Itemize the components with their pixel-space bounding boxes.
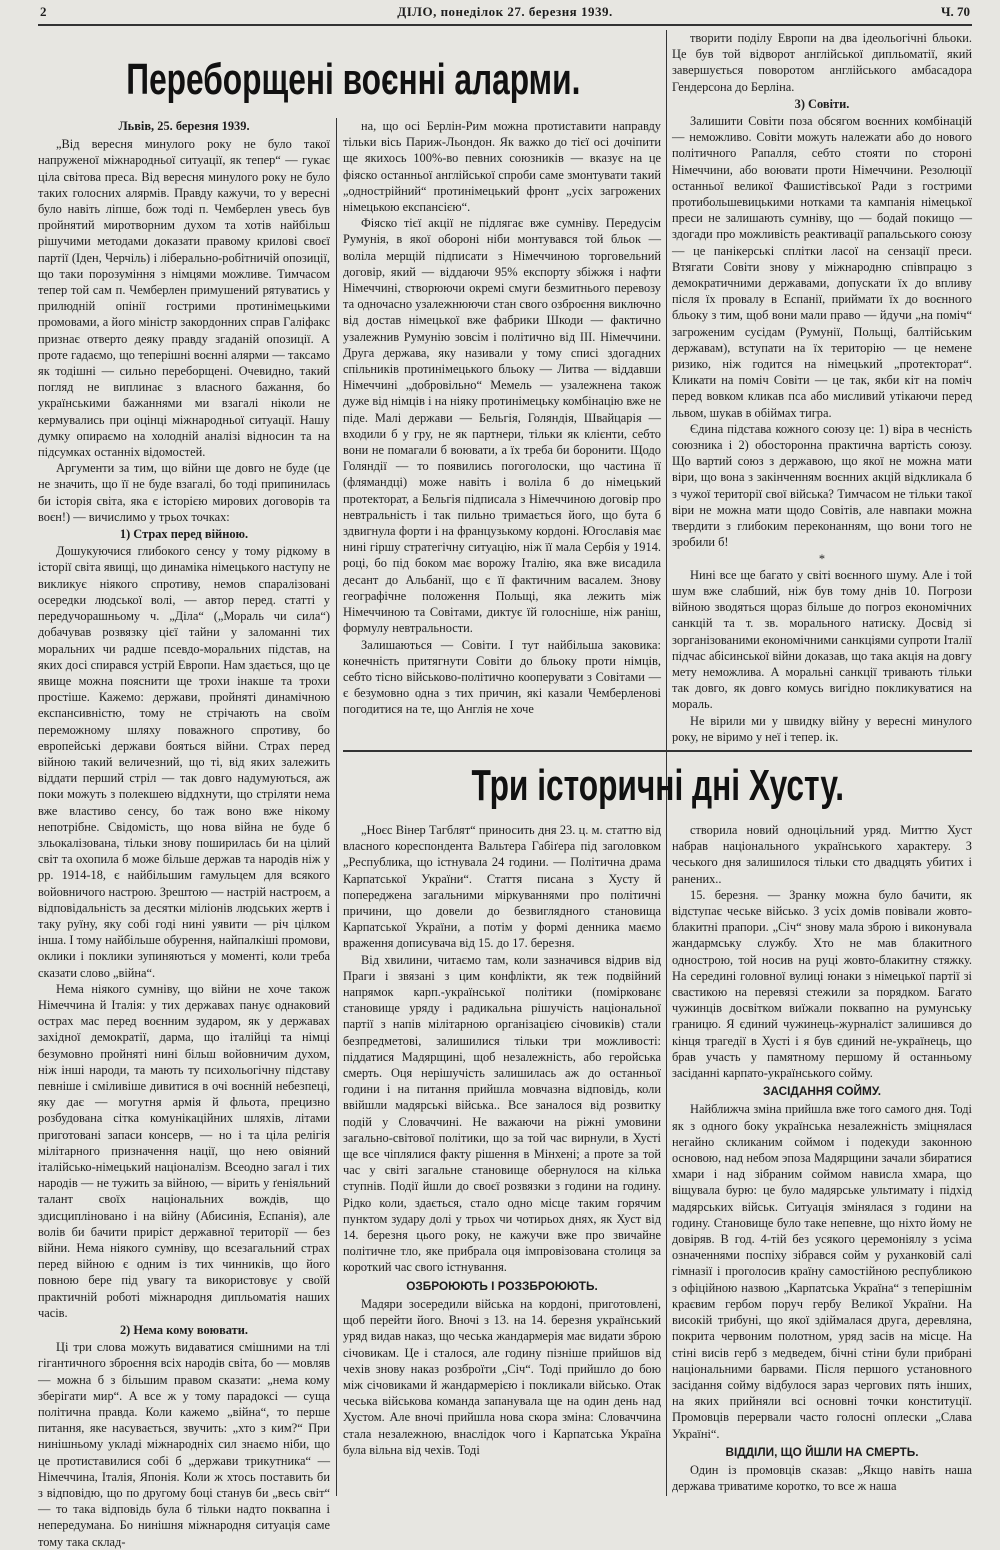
subheading: 2) Нема кому воювати. (119, 1323, 249, 1338)
paragraph: Ці три слова можуть видаватися смішними на тлі гігантичного зброєння всіх народів світа, бо — мовляв — можна б з більшим правом сказати: „нема кому зберігати мир“. А все ж у тому парадоксі — суща політична правда. Коли кажемо „війна“, то перше питання, яке насувається, звучить: „хто з ким?“ При нинішньому укладі міжнародніх сил знаємо ніби, що це протиставилися собі б „держави трикутника“ — Німеччина, Італія, Японія. Коли ж хтось поставить би з відповідю, що по другому боці станув би „весь світ“ — то така відповідь була б тільки надто поквапна і непередумана. Бо нинішня міжнародня ситуація саме тому така склад- (38, 1340, 330, 1549)
paragraph: Залишаються — Совіти. І тут найбільша заковика: конечність притягнути Совіти до бльоку проти німців, себто тісно військово-політично кооперувати з Совітами — є безумовно одна з тих причин, які казали Чемберленові погодитися на те, що Англія не хоче (343, 637, 661, 717)
article2-title-text: Три історичні дні Хусту. (471, 761, 844, 810)
paragraph: Нема ніякого сумніву, що війни не хоче також Німеччина й Італія: у тих державах панує однаковий острах мас перед воєнним зударом, як у державах західної демократії, дарма, що італійці та німці безумовно пройняті нині більш войовничим духом, ніж інші народи, та мають ту психольогічну підставу певніше і сміливіше дивитися в очі воєнній небезпеці, яку дає — могутня армія й фльота, прецизно розбудована сітка комунікаційних шляхів, літами приготовані запаси консерв, — но і та ціла релігія мілітарного призначення нації, що нею овіяний італійсько-німецький націоналізм. Всеодно загал і тих народів — не тужить за війною, — вірить у ґеніяльний талант своїх національних вождів, що здисципліновано і на війну (Абисинія, Еспанія), але волів би бачити приріст державної території — без війни. Нема ніякого сумніву, що всезагальний страх перед війною є одним із тих чинників, що його повною бере під увагу та використовує у своїй практичній роботі міжнародня дипльоматія наших часів. (38, 981, 330, 1320)
article1-title-text: Переборщені воєнні аларми. (126, 55, 581, 104)
dateline: Львів, 25. березня 1939. (118, 119, 250, 133)
paragraph: 15. березня. — Зранку можна було бачити, як відступає чеське військо. З усіх домів повівали жовто-блакитні прапори. „Січ“ знову мала зброю і виконувала жандармську службу. Хто не мав блакитного однострою, той носив на руці жовто-блакитну стяжку. На середині головної вулиці юнаки з німецької партії зі свастикою на перевязі стежили за порядком. Багато чужинців досвітком виїжали поквапно на румунську границю. Я єдиний чужинець-журналіст залишився до кінця трагедії в Хусті і я був єдиний не-українець, що брав участь у памятному першому й останньому засіданні карпато-українського сойму. (672, 887, 972, 1081)
paragraph: Від хвилини, читаємо там, коли зазначився відрив від Праги і звязані з цим конфлікти, як теж подвійний напрямок карп.-української політики (поміркованє становище уряду і радикальна рішучість національної партії з напів мілітарною організацією січовиків) стали безпредметові, залишилися тільки три можливості: піддатися Мадярщині, щоб незалежність, або геройська смерть. Оця нерішучість залишилась аж до останньої години і на питання прийшла мовчазна відповідь, коли ввійшли мадярські війська.. Все заналося від розвитку подій у Словаччині. Не важаючи на ріжні умовини загально-світової політики, що за той час вирнули, в Хусті ще все чіплялися факту рішення в Мінхені; а проте за той час у світі загальне становище обернулося на кілька ступнів. Події йшли до своєї розвязки з години на годину. Рідко коли, здається, стало одно місце таким горячим пунктом зудару долі у трьох чи чотирьох днях, як Хуст від 14. березня цього року, не кажучи вже про звичайне політичне тло, яке прибрала оця імпровізована столиця за короткий час свого істнування. (343, 952, 661, 1275)
paragraph: Дошукуючися глибокого сенсу у тому рідкому в історії світа явищі, що динаміка німецького наступу не викликує ніякого спротиву, немов спаралізовані осередки людської волі, — автор перед. статті у передучорашньому ч. „Діла“ („Мораль чи сила“) добачував розвязку цієї тайни у заломанні тих моральних чи радше псевдо-моральних підстав, на яких досі спирався устрій Европи. Нам здається, що це явище можна пояснити ще трохи інакше та трохи простіше. Кажемо: держави, пройняті динамічною експансивністю, тому не стрічають на своїм переможному шляху поважного спротиву, бо европейські держави бояться війни. Страх перед війною такий величезний, що ті, від яких залежить віддати перший стріл — так довго надумуються, аж поки можуть з полекшею віддхнути, що стріляти нема вже властиво сенсу, бо таж воно вже нікому непотрібне. Свідомість, що нова війна не буде б зльокалізована, тільки знову поширилась би на цілий світ та охопила б може більше держав та народів ніж у рр. 1914-18, є найбільшим гамульцем для всякого войовничого настрою. Зрештою — настрій настроєм, а відповідальність за десятки міліонів людських жертв і таку руїну, яку собі годі нині уявити — річ цілком інша. І тому найбільше обурення, найпалкіші промови, оклики і поклики зупиняються у моменті, коли треба сказати слово „війна“. (38, 544, 330, 980)
article1-column-middle (343, 118, 661, 748)
paragraph: Єдина підстава кожного союзу це: 1) віра в чесність союзника і 2) обосторонна практична вартість союзу. Що вартий союз з державою, що якої не можна мати віри, що вона з закінченням воєнних акцій відкликала б з чужої території свої війська? Тимчасом не тільки такої віри не можна мати щодо Совітів, але навпаки можна твердити з глибоким переконанням, що вони того не зробили б! (672, 421, 972, 550)
article2-column-right (672, 822, 972, 1496)
article1-column-right (672, 30, 972, 746)
page-header (40, 4, 970, 22)
subheading: 3) Совіти. (794, 96, 850, 111)
header-rule (38, 24, 972, 26)
section-heading: ВІДДІЛИ, ЩО ЙШЛИ НА СМЕРТЬ. (725, 1444, 919, 1459)
paragraph: Найближча зміна прийшла вже того самого дня. Тоді як з одного боку українська незалежність зміцнялася негайно скликаним соймом і подекуди законною основою, над небом эпоза Мадярщини зачали збиратися хмари і над зібраним соймом нависла хмара, що віщувала бурю: це було мадярське ультимату і підхід мадярських військ. Ситуація змінялася з години на годину. Становище було таке непевне, що ніхто йому не довіряв. В год. 4-тій без усякого церемоніялу з усіма означеннями поспіху зібрався сойм у руханковій салі гімназії і проголосив країну самостійною республикою з офіційною назвою „Карпатська Україна“ з теперішнім краєвим гербом поруч гербу Великої України. На високій трибуні, що якої здіймалася друга, деревляна, покрита червоним полотном, уряд засів на місце. На стіні висів герб з медведем, бічні стіни були прибрані національними барвами. Після першого установного засідання сойму відбулося зараз чергових пять інших, на яких прийняли всі основні точки конституції. Промовців перервали часто голосні оплески „Слава Україні“. (672, 1102, 972, 1441)
masthead: ДІЛО, понеділок 27. березня 1939. (397, 4, 613, 19)
paragraph: „Від вересня минулого року не було такої напруженої міжнародньої ситуації, як тепер“ — гукає ціла світова преса. Від вересня минулого року не було таких голосних алярмів. Правду кажучи, то у вересні було навіть ліпше, бож тоді п. Чемберлен увесь був пройнятий миротворним духом та хотів найбільш рішучими методами доказати правому крилові своєї партії (Іден, Черчіль) і ліберально-робітничій опозиції, що таки порозуміння з німцями можливе. Тимчасом тепер той сам п. Чемберлен примушений рятуватись у прилюдній опінії гострими протинімецькими промовами, а його міністр закордонних справ Галіфакс признає отверто деяку правду згаданій опозиції. А проте гадаємо, що теперішні воєнні алярми — таксамо як тодішні — сильно переборщені. Очевидно, такий погляд не виплинає з власного бажання, бо українськими бажаннями ми взагалі ніколи не кермувались при оцінці міжнародньої ситуації. Нашу думку опираємо на холодній аналізі відносин та на підсумках останніх відомостей. (38, 137, 330, 460)
column-divider (336, 118, 337, 1496)
paragraph: Один із промовців сказав: „Якщо навіть наша держава триватиме коротко, то все ж наша (672, 1462, 972, 1494)
article2-column-middle (343, 822, 661, 1496)
article1-title (38, 52, 660, 108)
paragraph: творити поділу Европи на два ідеольогічні бльоки. Це був той відворот англійської дипльоматії, який завершується поворотом англійського амбасадора Гендерсона до Берліна. (672, 31, 972, 94)
paragraph: Мадяри зосередили війська на кордоні, приготовлені, щоб перейти його. Вночі з 13. на 14. березня український уряд видав наказ, що чеська жандармерія має видати зброю січовикам. Це і сталося, але годину пізніше прийшов від чехів знову наказ розброїти „Січ“. Тоді прийшло до бою між січовиками й жандармерією і покликали військо. Отак чеська військова команда запанувала ще на один день над Хустом. Але вночі прийшла нова скора зміна: Словаччина стала незалежною, внаслідок чого і Карпатська Україна була вільна від чехів. Тоді (343, 1296, 661, 1457)
paragraph: Фіяско тієї акції не підлягає вже сумніву. Передусім Румунія, в якої обороні ніби монтувався той бльок — воліла мерщій підписати з Німеччиною торговельний договір, який — віддаючи 95% експорту збіжжя і нафти Німеччині, створюючи окремі смуги безмитнього перевозу та одночасно узалежнюючи стан свого озброєння виключно від достав німецької вже фабрики Шкоди — фактично узалежнив Румунію зовсім і політично від ІІІ. Німеччини. Друга держава, яку називали у тому списі здогадних спільників протинімецького бльоку — Литва — віддавши Німеччині „добровільно“ Мемель — узалежнена також дуже від німців і на ніяку протинімецьку комбінацію вже не піде. Малі держави — Бельгія, Голяндія, Швайцарія — входили б у гру, не як партнери, тільки як клієнти, себто вони не помагали б воювати, а їх треба би боронити. Щодо Голяндії — то появились погоголоски, що частина її (флямандці) може навіть і воліла б до німецький протекторат, а Бельгія підписала з Німеччиною договір про невтральність і так пильно тримається його, що бута б здвигнула форти і на французькому кордоні. Югославія має нині гіршу стратегічну ситуацію, ніж її мала Сербія у 1914. році, бо під боком має ворожу Італію, яка вже висадила десант до Альбанії, що є її фактичним васалем. Знову географічне положення Польщі, яка лежить між Німеччиною та Совітами, диктує їй голосніше, ніж раніш, формулу невтральности. (343, 216, 661, 636)
article2-title (343, 758, 972, 814)
paragraph: на, що осі Берлін-Рим можна протиставити направду тільки вісь Париж-Льондон. Як важко до тієї осі дочіпити ще якихось 100%-во певних союзників — вказує на це фіяско останньої англійської спроби саме змонтувати такий „однострійний“ протинімецький фронт „усіх загрожених німецькою експансією“. (343, 119, 661, 215)
issue-number: Ч. 70 (940, 4, 970, 19)
paragraph: Залишити Совіти поза обсягом воєнних комбінацій — неможливо. Совіти можуть належати або до нового політичного Рапалля, себто стояти по стороні Німеччини, або воювати проти Німеччини. Резолюції останньої великої Фашистівської Ради з гострими протибольшевицькими нотками та кампанія німецької преси не залишають сумніву, що — бодай покищо — здогади про можливість реактивації рапальського союзу — це панікерські сплітки ласої на сензації преси. Втягати Совіти знову у міжнародню співпрацю з демократичними державами, допускати їх до впливу після їх провалу в Еспанії, приймати їх до воєнного бльоку з тим, щоб вони мали право — йдучи „на поміч“ загроженим сусідам (Румунії, Польщі, балтійським державам), вступати на їх територію — це немене ризико, ніж годится на німецький „протекторат“. Кликати на поміч Совіти — це так, якби кіт на поміч перед вовком кликав пса або мисливий утікаючи перед львом, шукав в обіймах тигра. (672, 114, 972, 420)
section-heading: ЗАСІДАННЯ СОЙМУ. (763, 1084, 881, 1099)
paragraph: створила новий одноцільний уряд. Миттю Хуст набрав національного українського характеру. З чеського дня залишилося тільки сто двадцять убитих і ранених.. (672, 823, 972, 886)
article1-column-left (38, 118, 330, 1549)
subheading: 1) Страх перед війною. (119, 527, 249, 542)
section-heading: ОЗБРОЮЮТЬ І РОЗЗБРОЮЮТЬ. (406, 1278, 598, 1293)
paragraph: Нині все ще багато у світі воєнного шуму. Але і той шум вже слабший, ніж був тому днів 10. Погрози війною зводяться щораз більше до погроз економічних санкцій та т. зв. морального натиску. Досвід зі зорганізованими економічними санкціями супроти Італії підчас абісинської війни доказав, що така акція на довгу мету неможлива. А моральні санкції тривають тільки так довго, як довго комусь вигідно покликуватися на мораль. (672, 567, 972, 712)
page-number: 2 (40, 4, 47, 19)
separator-asterisk: * (818, 551, 826, 566)
article-separator (343, 750, 972, 752)
paragraph: Аргументи за тим, що війни ще довго не буде (це не значить, що її не буде взагалі, бо тоді припинилась би історія світа, яка є історією мирових договорів та воєн!) — вичислимо у трьох точках: (38, 461, 330, 524)
paragraph: Не вірили ми у швидку війну у вересні минулого року, не віримо у неї і тепер. ік. (672, 713, 972, 744)
paragraph: „Ноєс Вінер Тагблят“ приносить дня 23. ц. м. статтю від власного кореспондента Вальтера Габіґера під заголовком „Республика, що істнувала 24 години. — Політична драма Карпатської України“. Стаття писана з Хусту й попереджена загальними міркуваннями про політичні причини, що довели до безвиглядного становища Карпатської України, а потім у формі денника маємо враження дописувача від 15. до 17. березня. (343, 823, 661, 951)
